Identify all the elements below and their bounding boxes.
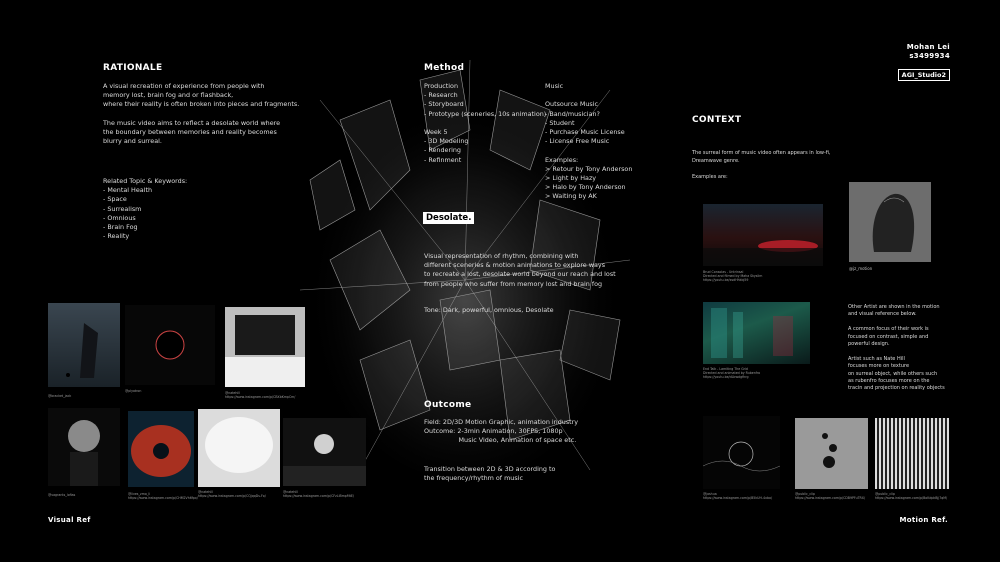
caption-untrinsal: Brud Consolas - Untrinsal Directed and filmed by Maha Skyslim https://youtu.be/xsdHhkbj59 xyxy=(703,270,763,283)
context-intro: The surreal form of music video often appears in low-fi, Dreamwave genre. xyxy=(692,150,831,164)
caption-lamiting: End Talk - Lamiting The Grid Directed and animated by Rubenfro https://youtu.be/dLbwdgfhrg xyxy=(703,367,761,380)
motion-ref-caption-3: @public_clip https://www.instagram.com/p/BoKdpkBjj7qM/ xyxy=(875,492,948,501)
concept-description: Visual representation of rhythm, combining with different sceneries & motion animations to explore ways to recreate a lost, desolate world beyond our reach and lost from people who suffer from memory lost and brain fog xyxy=(424,252,616,288)
visual-ref-caption-5: @lives_zmo_li https://www.instagram.com/p/CHM2Vh6fpx/ xyxy=(128,492,198,501)
rationale-title: RATIONALE xyxy=(103,63,163,73)
visual-ref-caption-4: @vagrants_lofias xyxy=(48,493,76,497)
visual-ref-caption-7: @natehill https://www.instagram.com/p/CFzLiBmpMtE/ xyxy=(283,490,354,499)
visual-ref-image-6[interactable] xyxy=(198,409,280,487)
rationale-para2: The music video aims to reflect a desolate world where the boundary between memories and reality becomes blurry and surreal. xyxy=(103,119,281,146)
visual-ref-image-1[interactable] xyxy=(48,303,120,387)
outcome-transition: Transition between 2D & 3D according to the frequency/rhythm of music xyxy=(424,465,556,483)
visual-ref-caption-2: @plyatron xyxy=(125,389,142,393)
method-production: Production - Research - Storyboard - Prototype (sceneries, 10s animation) Week 5 - 3D Modeling - Rendering - Refinment xyxy=(424,82,547,164)
visual-ref-image-5[interactable] xyxy=(128,411,194,487)
visual-ref-label: Visual Ref xyxy=(48,516,91,524)
motion-ref-image-1[interactable] xyxy=(703,416,780,489)
context-other-artists: Other Artist are shown in the motion and visual reference below. A common focus of their work is focused on contrast, simple and powerful design. Artist such as Nate Hill focuses more on texture on surreal object, while others such as rubenfro focuses more on the tracin and projection on reality objects xyxy=(848,304,945,392)
visual-ref-image-3[interactable] xyxy=(225,307,305,387)
visual-ref-caption-6: @natehill https://www.instagram.com/p/CQjqqDs-Fo/ xyxy=(198,490,266,499)
visual-ref-image-2[interactable] xyxy=(125,305,215,385)
video-thumbnail-lamiting-the-grid[interactable] xyxy=(703,302,810,364)
context-title: CONTEXT xyxy=(692,115,742,125)
outcome-field: Field: 2D/3D Motion Graphic, animation industry Outcome: 2-3min Animation, 30FPS, 1080p Music Video, Animation of space etc. xyxy=(424,418,579,445)
video-thumbnail-jz-motion[interactable] xyxy=(849,182,931,262)
video-thumbnail-untrinsal[interactable] xyxy=(703,204,823,266)
motion-ref-label: Motion Ref. xyxy=(899,516,948,524)
method-music: Music Outsource Music - Band/musician? - Student - Purchase Music License - License Free Music Examples: > Retour by Tony Anderson > Light by Hazy > Halo by Tony Anderson > Waiting by AK xyxy=(545,82,633,201)
method-title: Method xyxy=(424,63,465,73)
visual-ref-caption-1: @bracket_jack xyxy=(48,394,72,398)
studio-badge: AGI_Studio2 xyxy=(898,69,950,81)
author-name: Mohan Lei xyxy=(906,43,950,51)
tone-text: Tone: Dark, powerful, omnious, Desolate xyxy=(424,306,554,314)
outcome-title: Outcome xyxy=(424,400,472,410)
rationale-para1: A visual recreation of experience from people with memory lost, brain fog and or flashback, where their reality is often broken into pieces and fragments. xyxy=(103,82,300,109)
student-id: s3499934 xyxy=(909,52,950,60)
motion-ref-caption-1: @joshua https://www.instagram.com/p/B5kUH-4xbo/ xyxy=(703,492,773,501)
motion-ref-caption-2: @public_clip https://www.instagram.com/p/CDB9PFuTRX/ xyxy=(795,492,866,501)
motion-ref-image-3[interactable] xyxy=(875,418,949,489)
jz-motion-credit: @jz_motion xyxy=(849,266,873,271)
rationale-keywords: Related Topic & Keywords: - Mental Health - Space - Surrealism - Omnious - Brain Fog - Reality xyxy=(103,177,188,241)
visual-ref-image-7[interactable] xyxy=(283,418,366,486)
visual-ref-image-4[interactable] xyxy=(48,408,120,486)
visual-ref-caption-3: @natehill https://www.instagram.com/p/CBXbKmpCm/ xyxy=(225,391,296,400)
motion-ref-image-2[interactable] xyxy=(795,418,868,489)
context-examples-label: Examples are: xyxy=(692,174,728,180)
desolate-badge: Desolate. xyxy=(423,212,474,224)
